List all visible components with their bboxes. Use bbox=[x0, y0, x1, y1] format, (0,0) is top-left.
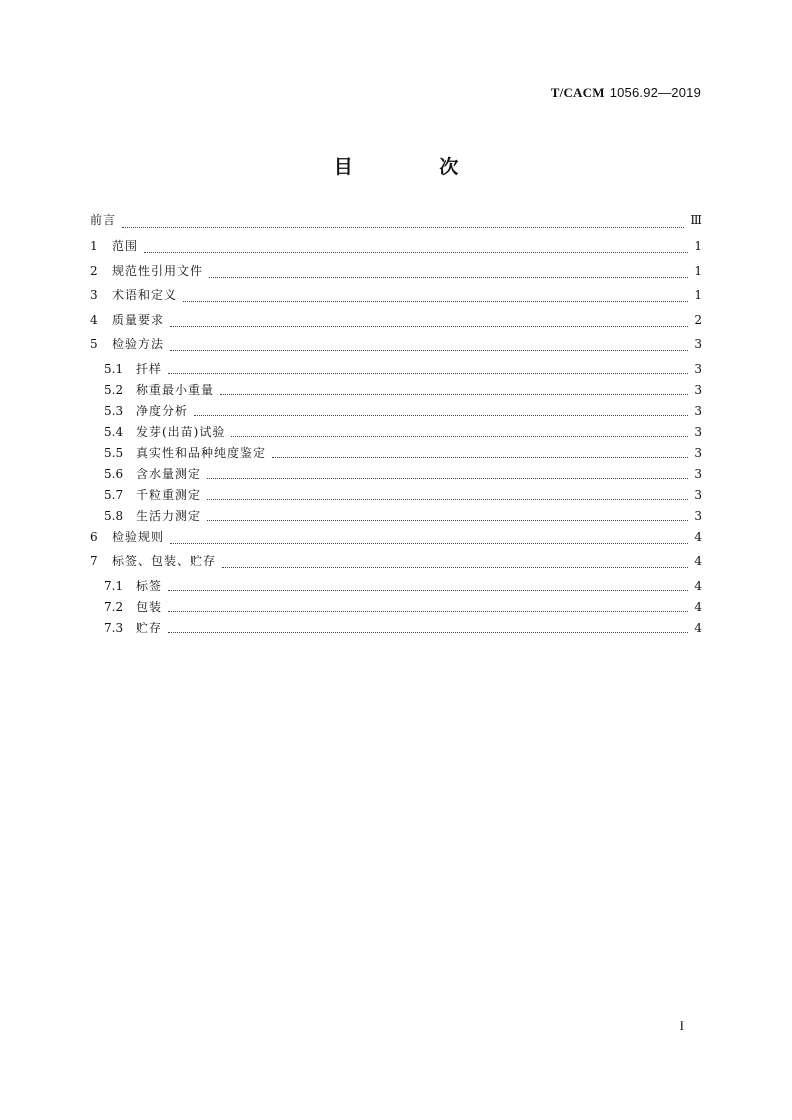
toc-entry-page: 3 bbox=[694, 337, 702, 351]
toc-entry-number: 5.4 bbox=[104, 424, 124, 439]
toc-leader-dots bbox=[168, 611, 688, 612]
toc-entry-page: 4 bbox=[694, 529, 702, 544]
toc-entry-label: 扦样 bbox=[136, 361, 163, 376]
toc-leader-dots bbox=[168, 590, 688, 591]
toc-entry-label: 范围 bbox=[112, 239, 139, 253]
toc-entry-number: 4 bbox=[90, 312, 98, 327]
toc-entry-number: 7.1 bbox=[104, 578, 124, 593]
toc-entry[interactable] bbox=[90, 579, 702, 600]
standard-code bbox=[551, 85, 701, 101]
standard-code-number: 1056.92—2019 bbox=[609, 85, 701, 100]
toc-entry-page: 3 bbox=[694, 424, 702, 439]
toc-entry-number: 5.5 bbox=[104, 445, 124, 460]
toc-entry[interactable] bbox=[90, 446, 702, 467]
toc-entry-label: 检验规则 bbox=[112, 529, 165, 544]
toc-entry-label: 真实性和品种纯度鉴定 bbox=[136, 445, 267, 460]
toc-entry-number: 7 bbox=[90, 554, 98, 568]
toc-entry-page: 3 bbox=[694, 508, 702, 523]
toc-entry[interactable] bbox=[90, 264, 702, 289]
toc-entry-number: 5.7 bbox=[104, 487, 124, 502]
toc-entry-label: 规范性引用文件 bbox=[112, 263, 204, 278]
toc-entry-number: 5.3 bbox=[104, 403, 124, 418]
toc-entry-label: 千粒重测定 bbox=[136, 487, 202, 502]
toc-entry-number: 5.1 bbox=[104, 361, 124, 376]
toc-entry[interactable] bbox=[90, 488, 702, 509]
toc-leader-dots bbox=[122, 227, 684, 228]
toc-leader-dots bbox=[168, 632, 688, 633]
toc-leader-dots bbox=[144, 252, 688, 253]
toc-leader-dots bbox=[183, 301, 688, 302]
toc-entry[interactable] bbox=[90, 425, 702, 446]
toc-leader-dots bbox=[170, 326, 688, 327]
toc-entry-label: 含水量测定 bbox=[136, 466, 202, 481]
page-title: 目 次 bbox=[333, 156, 499, 178]
toc-leader-dots bbox=[170, 350, 688, 351]
toc-entry-label: 术语和定义 bbox=[112, 288, 178, 302]
standard-code-prefix: T/CACM bbox=[550, 85, 605, 100]
toc-entry-page: 4 bbox=[694, 554, 702, 568]
toc-entry-label: 质量要求 bbox=[112, 312, 165, 327]
toc-entry[interactable] bbox=[90, 554, 702, 579]
toc-entry-page: Ⅲ bbox=[690, 213, 702, 227]
toc-entry-number: 7.2 bbox=[104, 599, 124, 614]
toc-entry-page: 3 bbox=[694, 445, 702, 460]
toc-leader-dots bbox=[220, 394, 688, 395]
toc-entry-label: 包装 bbox=[136, 599, 163, 614]
toc-entry[interactable] bbox=[90, 467, 702, 488]
toc-entry-number: 5.8 bbox=[104, 508, 124, 523]
toc-leader-dots bbox=[207, 478, 688, 479]
toc-entry-number: 5.6 bbox=[104, 466, 124, 481]
toc-leader-dots bbox=[222, 567, 688, 568]
toc-entry-label: 称重最小重量 bbox=[136, 382, 215, 397]
toc-entry-label: 生活力测定 bbox=[136, 508, 202, 523]
toc-entry-label: 发芽(出苗)试验 bbox=[136, 424, 226, 439]
toc-leader-dots bbox=[207, 520, 688, 521]
toc-entry-page: 3 bbox=[694, 487, 702, 502]
toc-leader-dots bbox=[272, 457, 688, 458]
toc-entry[interactable] bbox=[90, 313, 702, 338]
toc-entry[interactable] bbox=[90, 530, 702, 555]
toc-leader-dots bbox=[207, 499, 688, 500]
toc-entry[interactable] bbox=[90, 509, 702, 530]
toc-entry-page: 3 bbox=[694, 466, 702, 481]
toc-entry[interactable] bbox=[90, 404, 702, 425]
toc-entry-page: 4 bbox=[694, 599, 702, 614]
toc-entry-number: 5 bbox=[90, 337, 98, 351]
toc-entry-number: 5.2 bbox=[104, 382, 124, 397]
page-number: I bbox=[679, 1018, 684, 1033]
toc-leader-dots bbox=[170, 543, 688, 544]
toc-entry[interactable] bbox=[90, 288, 702, 313]
toc-entry-page: 3 bbox=[694, 361, 702, 376]
toc-entry-number: 6 bbox=[90, 529, 98, 544]
toc-entry-label: 贮存 bbox=[136, 620, 163, 635]
toc-entry[interactable] bbox=[90, 600, 702, 621]
toc-entry-number: 2 bbox=[90, 263, 98, 278]
toc-entry[interactable] bbox=[90, 621, 702, 642]
toc-entry-number: 7.3 bbox=[104, 620, 124, 635]
toc-entry[interactable] bbox=[90, 337, 702, 362]
toc-entry-page: 3 bbox=[694, 382, 702, 397]
toc-entry[interactable] bbox=[90, 239, 702, 264]
toc-entry-number: 3 bbox=[90, 288, 98, 302]
toc-entry-page: 2 bbox=[694, 312, 702, 327]
toc-leader-dots bbox=[194, 415, 688, 416]
toc-entry-page: 3 bbox=[694, 403, 702, 418]
toc-entry-page: 1 bbox=[694, 263, 702, 278]
toc-leader-dots bbox=[231, 436, 688, 437]
toc-entry-page: 4 bbox=[694, 578, 702, 593]
toc-entry-label: 标签 bbox=[136, 578, 163, 593]
toc-entry-page: 1 bbox=[694, 288, 702, 302]
toc-entry-label: 净度分析 bbox=[136, 403, 189, 418]
toc-leader-dots bbox=[168, 373, 688, 374]
toc-entry[interactable] bbox=[90, 362, 702, 383]
toc-entry[interactable] bbox=[90, 213, 702, 239]
toc-leader-dots bbox=[209, 277, 688, 278]
toc-entry-page: 4 bbox=[694, 620, 702, 635]
toc-entry-label: 标签、包装、贮存 bbox=[112, 554, 217, 568]
table-of-contents bbox=[90, 213, 702, 642]
toc-entry-label: 检验方法 bbox=[112, 337, 165, 351]
toc-entry-page: 1 bbox=[694, 239, 702, 253]
toc-entry[interactable] bbox=[90, 383, 702, 404]
toc-entry-number: 1 bbox=[90, 239, 98, 253]
toc-entry-label: 前言 bbox=[90, 213, 117, 227]
